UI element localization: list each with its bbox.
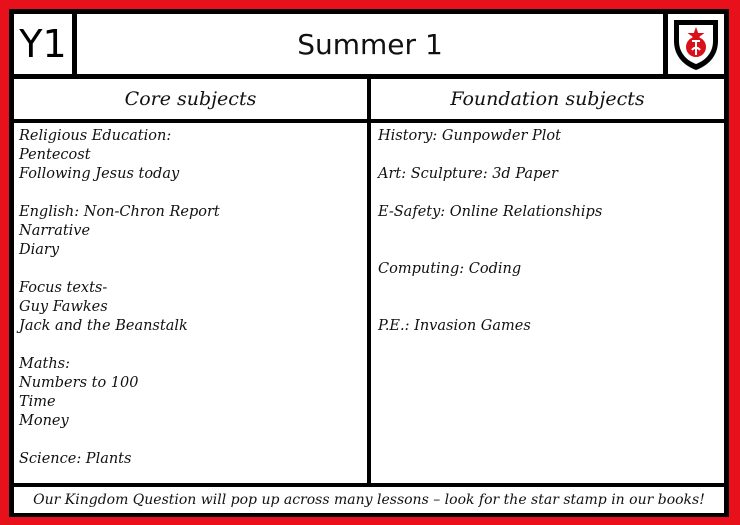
logo-cell	[668, 14, 724, 74]
esafety-item: E-Safety: Online Relationships	[378, 204, 603, 220]
maths-item: Numbers to 100	[19, 375, 139, 391]
english-item: Narrative	[19, 223, 91, 239]
english-item: Diary	[19, 242, 60, 258]
foundation-subjects-list	[371, 123, 724, 483]
re-item: Following Jesus today	[19, 166, 180, 182]
foundation-subjects-heading: Foundation subjects	[371, 79, 724, 119]
focus-text-item: Jack and the Beanstalk	[19, 318, 188, 334]
school-crest-icon	[671, 17, 721, 71]
history-item: History: Gunpowder Plot	[378, 128, 561, 144]
maths-item: Money	[19, 413, 69, 429]
year-label: Y1	[14, 14, 72, 74]
core-subjects-list	[14, 123, 367, 483]
science-item: Science: Plants	[19, 451, 132, 467]
art-item: Art: Sculpture: 3d Paper	[378, 166, 558, 182]
focus-text-item: Guy Fawkes	[19, 299, 108, 315]
grid-sheet	[9, 9, 729, 517]
pe-item: P.E.: Invasion Games	[378, 318, 531, 334]
focus-texts-title: Focus texts-	[19, 280, 108, 296]
re-title: Religious Education:	[19, 128, 172, 144]
core-subjects-heading: Core subjects	[14, 79, 367, 119]
english-title: English: Non-Chron Report	[19, 204, 220, 220]
re-item: Pentecost	[19, 147, 91, 163]
footer-note: Our Kingdom Question will pop up across many lessons – look for the star stamp in our books!	[14, 487, 724, 513]
computing-item: Computing: Coding	[378, 261, 522, 277]
maths-title: Maths:	[19, 356, 70, 372]
maths-item: Time	[19, 394, 56, 410]
page-title: Summer 1	[77, 14, 663, 74]
